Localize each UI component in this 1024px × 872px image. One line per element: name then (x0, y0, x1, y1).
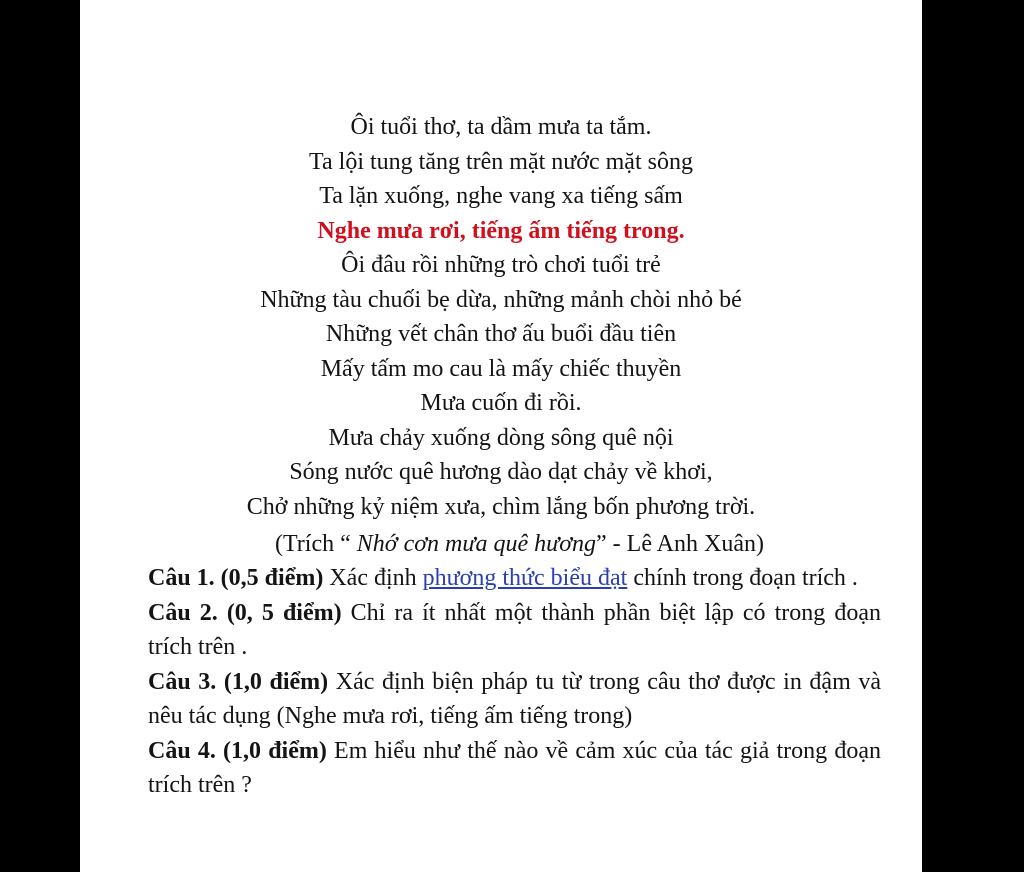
poem-line: Mưa cuốn đi rồi. (420, 390, 582, 416)
question-text: Xác định biện pháp tu từ trong câu thơ được in đậm và nêu tác dụng (Nghe mưa rơi, tiếng ấm tiếng trong) (148, 668, 882, 729)
poem-line: Ta lội tung tăng trên mặt nước mặt sông (309, 148, 693, 175)
question-label: Câu 3. (1,0 điểm) (148, 668, 329, 695)
poem-line: Ta lặn xuống, nghe vang xa tiếng sấm (319, 183, 683, 209)
citation-prefix: (Trích “ (275, 531, 357, 557)
poem-line: Những tàu chuối bẹ dừa, những mảnh chòi nhỏ bé (260, 286, 742, 313)
poem-line: Những vết chân thơ ấu buổi đầu tiên (325, 321, 677, 347)
question-label: Câu 4. (1,0 điểm) (148, 737, 327, 764)
document-page (80, 0, 922, 872)
question-text: Xác định (323, 565, 423, 591)
question-text: Em hiểu như thế nào về cảm xúc của tác giả trong đoạn trích trên ? (148, 737, 881, 798)
question-2 (148, 596, 881, 665)
poem-line-bold-red: Nghe mưa rơi, tiếng ấm tiếng trong. (317, 217, 685, 244)
question-label: Câu 1. (0,5 điểm) (148, 565, 324, 591)
poem-line: Chở những kỷ niệm xưa, chìm lắng bốn phương trời. (246, 493, 756, 520)
poem-line: Ôi đâu rồi những trò chơi tuổi trẻ (341, 252, 661, 278)
citation-title: Nhớ cơn mưa quê hương (356, 531, 597, 557)
poem-line: Mưa chảy xuống dòng sông quê nội (328, 424, 674, 451)
citation-suffix: ” - Lê Anh Xuân) (596, 531, 764, 557)
question-text: Chỉ ra ít nhất một thành phần biệt lập có trong đoạn trích trên . (148, 599, 881, 660)
question-label: Câu 2. (0, 5 điểm) (148, 599, 342, 626)
glossary-link[interactable]: phương thức biểu đạt (422, 565, 628, 591)
question-list (148, 561, 881, 803)
poem-excerpt (80, 110, 922, 524)
question-text: chính trong đoạn trích . (627, 565, 858, 591)
question-3 (148, 665, 881, 734)
poem-line: Sóng nước quê hương dào dạt chảy về khơi, (289, 459, 713, 485)
poem-citation (275, 527, 764, 561)
poem-line: Ôi tuổi thơ, ta dầm mưa ta tắm. (350, 114, 652, 140)
question-4 (148, 734, 881, 803)
question-1 (148, 561, 881, 596)
poem-line: Mấy tấm mo cau là mấy chiếc thuyền (320, 355, 682, 382)
